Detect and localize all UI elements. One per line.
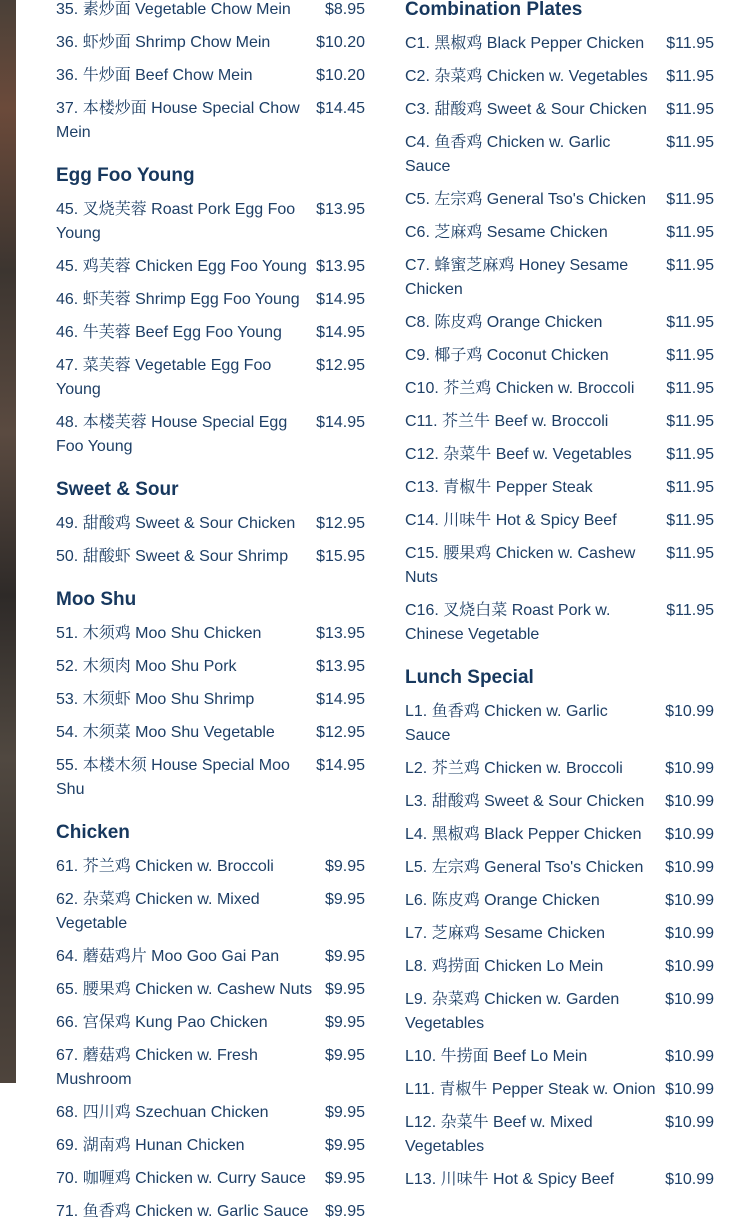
menu-item-price: $14.95 (316, 691, 365, 708)
menu-item-name: L9. 杂菜鸡 Chicken w. Garden Vegetables (405, 991, 620, 1032)
menu-item-price: $9.95 (324, 1104, 365, 1121)
menu-item-name: 46. 虾芙蓉 Shrimp Egg Foo Young (56, 291, 300, 308)
menu-item-name: C8. 陈皮鸡 Orange Chicken (405, 314, 603, 331)
menu-item-name: 66. 宫保鸡 Kung Pao Chicken (56, 1014, 268, 1031)
menu-item[interactable] (56, 93, 365, 150)
menu-item-price: $13.95 (316, 258, 365, 275)
menu-item[interactable] (56, 651, 365, 684)
menu-item-name: 50. 甜酸虾 Sweet & Sour Shrimp (56, 548, 289, 565)
menu-item[interactable] (405, 696, 714, 753)
menu-item-name: C11. 芥兰牛 Beef w. Broccoli (405, 413, 609, 430)
menu-item-price: $11.95 (666, 257, 714, 274)
menu-item[interactable] (405, 217, 714, 250)
menu-item[interactable] (405, 538, 714, 595)
menu-item-name: 37. 本楼炒面 House Special Chow Mein (56, 100, 300, 141)
menu-item[interactable] (56, 1196, 365, 1229)
menu-item-name: L8. 鸡捞面 Chicken Lo Mein (405, 958, 604, 975)
menu-item-price: $11.95 (666, 101, 714, 118)
menu-item-price: $8.95 (324, 1, 365, 18)
menu-item[interactable] (405, 340, 714, 373)
menu-item[interactable] (56, 350, 365, 407)
menu-item-name: 52. 木须肉 Moo Shu Pork (56, 658, 237, 675)
menu-item-price: $10.99 (665, 793, 714, 810)
menu-item-price: $11.95 (666, 545, 714, 562)
menu-item[interactable] (405, 1164, 714, 1197)
menu-item[interactable] (405, 472, 714, 505)
menu-item[interactable] (405, 1107, 714, 1164)
right-menu-column (405, 0, 714, 1197)
menu-item-price: $14.95 (316, 324, 365, 341)
menu-item[interactable] (56, 1007, 365, 1040)
menu-item-name: 54. 木须菜 Moo Shu Vegetable (56, 724, 275, 741)
menu-item-name: C12. 杂菜牛 Beef w. Vegetables (405, 446, 632, 463)
menu-item-price: $10.99 (665, 1081, 714, 1098)
menu-item-price: $14.95 (316, 291, 365, 308)
menu-item-price: $11.95 (666, 602, 714, 619)
menu-item[interactable] (405, 406, 714, 439)
menu-item[interactable] (405, 373, 714, 406)
menu-item-name: 62. 杂菜鸡 Chicken w. Mixed Vegetable (56, 891, 260, 932)
menu-item[interactable] (56, 884, 365, 941)
menu-item-name: C3. 甜酸鸡 Sweet & Sour Chicken (405, 101, 647, 118)
menu-item-name: 47. 菜芙蓉 Vegetable Egg Foo Young (56, 357, 272, 398)
menu-item-name: C5. 左宗鸡 General Tso's Chicken (405, 191, 647, 208)
menu-item[interactable] (405, 439, 714, 472)
menu-item-name: L4. 黑椒鸡 Black Pepper Chicken (405, 826, 642, 843)
menu-item-price: $10.99 (665, 703, 714, 720)
menu-item[interactable] (405, 250, 714, 307)
menu-item-name: 51. 木须鸡 Moo Shu Chicken (56, 625, 262, 642)
menu-item[interactable] (405, 505, 714, 538)
menu-item-name: L10. 牛捞面 Beef Lo Mein (405, 1048, 588, 1065)
menu-item-price: $11.95 (666, 347, 714, 364)
menu-item-price: $10.99 (665, 859, 714, 876)
menu-item-name: L12. 杂菜牛 Beef w. Mixed Vegetables (405, 1114, 593, 1155)
menu-item-price: $10.99 (665, 892, 714, 909)
menu-item-price: $12.95 (316, 515, 365, 532)
menu-item[interactable] (405, 307, 714, 340)
category-heading-combination-plates: Combination Plates (405, 0, 583, 20)
menu-item-price: $11.95 (666, 68, 714, 85)
menu-item-price: $11.95 (666, 380, 714, 397)
menu-item[interactable] (56, 317, 365, 350)
menu-item-name: L2. 芥兰鸡 Chicken w. Broccoli (405, 760, 623, 777)
menu-item[interactable] (405, 819, 714, 852)
menu-item[interactable] (405, 984, 714, 1041)
category-heading-chicken: Chicken (56, 822, 130, 843)
menu-item-name: 69. 湖南鸡 Hunan Chicken (56, 1137, 245, 1154)
menu-item-price: $10.20 (316, 67, 365, 84)
menu-item-price: $14.95 (316, 757, 365, 774)
menu-item[interactable] (405, 61, 714, 94)
menu-item-name: C4. 鱼香鸡 Chicken w. Garlic Sauce (405, 134, 611, 175)
menu-item-price: $15.95 (316, 548, 365, 565)
menu-item-price: $11.95 (666, 35, 714, 52)
background-photo-strip (0, 0, 16, 1083)
menu-item-name: 49. 甜酸鸡 Sweet & Sour Chicken (56, 515, 296, 532)
category-heading-moo-shu: Moo Shu (56, 589, 137, 610)
menu-item-price: $10.99 (665, 925, 714, 942)
menu-item-name: L7. 芝麻鸡 Sesame Chicken (405, 925, 606, 942)
menu-item[interactable] (405, 852, 714, 885)
menu-item-price: $10.99 (665, 760, 714, 777)
menu-item[interactable] (405, 184, 714, 217)
menu-item[interactable] (56, 194, 365, 251)
menu-item-price: $9.95 (324, 948, 365, 965)
menu-item-price: $9.95 (324, 891, 365, 908)
menu-item-name: L11. 青椒牛 Pepper Steak w. Onion (405, 1081, 656, 1098)
menu-item[interactable] (405, 786, 714, 819)
menu-item-name: C15. 腰果鸡 Chicken w. Cashew Nuts (405, 545, 636, 586)
menu-item-price: $9.95 (324, 1203, 365, 1220)
menu-item-price: $9.95 (324, 981, 365, 998)
menu-item-price: $14.95 (316, 414, 365, 431)
menu-item[interactable] (405, 94, 714, 127)
menu-item-name: 53. 木须虾 Moo Shu Shrimp (56, 691, 255, 708)
menu-item-name: C10. 芥兰鸡 Chicken w. Broccoli (405, 380, 635, 397)
menu-item[interactable] (56, 407, 365, 464)
menu-item-name: 45. 叉烧芙蓉 Roast Pork Egg Foo Young (56, 201, 296, 242)
menu-item-name: 61. 芥兰鸡 Chicken w. Broccoli (56, 858, 274, 875)
menu-item[interactable] (405, 951, 714, 984)
menu-item-price: $13.95 (316, 201, 365, 218)
menu-item-price: $14.45 (316, 100, 365, 117)
menu-item-name: 64. 蘑菇鸡片 Moo Goo Gai Pan (56, 948, 280, 965)
menu-item-price: $10.99 (665, 991, 714, 1008)
menu-item[interactable] (56, 684, 365, 717)
menu-item-price: $10.20 (316, 34, 365, 51)
menu-item-name: C9. 椰子鸡 Coconut Chicken (405, 347, 609, 364)
menu-item-name: 35. 素炒面 Vegetable Chow Mein (56, 1, 291, 18)
menu-item-price: $11.95 (666, 191, 714, 208)
menu-item-price: $11.95 (666, 512, 714, 529)
menu-item-name: 46. 牛芙蓉 Beef Egg Foo Young (56, 324, 282, 341)
category-heading-egg-foo-young: Egg Foo Young (56, 165, 195, 186)
category-heading-sweet-sour: Sweet & Sour (56, 479, 179, 500)
menu-item[interactable] (56, 541, 365, 574)
menu-item-price: $11.95 (666, 134, 714, 151)
menu-item[interactable] (56, 750, 365, 807)
menu-item-name: C13. 青椒牛 Pepper Steak (405, 479, 593, 496)
menu-item[interactable] (56, 618, 365, 651)
menu-item-price: $9.95 (324, 858, 365, 875)
menu-item[interactable] (405, 1041, 714, 1074)
menu-item-name: 55. 本楼木须 House Special Moo Shu (56, 757, 290, 798)
menu-item-name: C7. 蜂蜜芝麻鸡 Honey Sesame Chicken (405, 257, 629, 298)
menu-item[interactable] (56, 60, 365, 93)
menu-item-price: $10.99 (665, 1048, 714, 1065)
menu-item-price: $10.99 (665, 826, 714, 843)
menu-item[interactable] (56, 1163, 365, 1196)
menu-item-name: L5. 左宗鸡 General Tso's Chicken (405, 859, 644, 876)
menu-item[interactable] (405, 885, 714, 918)
menu-item[interactable] (405, 127, 714, 184)
menu-item-name: L1. 鱼香鸡 Chicken w. Garlic Sauce (405, 703, 608, 744)
menu-item[interactable] (405, 918, 714, 951)
menu-item[interactable] (405, 595, 714, 652)
menu-item-price: $11.95 (666, 413, 714, 430)
menu-item[interactable] (56, 251, 365, 284)
menu-item[interactable] (405, 753, 714, 786)
menu-item-price: $10.99 (665, 1171, 714, 1188)
menu-item-name: C6. 芝麻鸡 Sesame Chicken (405, 224, 608, 241)
menu-item-price: $13.95 (316, 625, 365, 642)
menu-item-price: $11.95 (666, 479, 714, 496)
menu-item-price: $10.99 (665, 1114, 714, 1131)
menu-item-price: $9.95 (324, 1137, 365, 1154)
menu-item-name: 70. 咖喱鸡 Chicken w. Curry Sauce (56, 1170, 306, 1187)
menu-item[interactable] (56, 1097, 365, 1130)
left-menu-column (56, 0, 365, 1229)
menu-item-name: 68. 四川鸡 Szechuan Chicken (56, 1104, 269, 1121)
menu-item[interactable] (405, 28, 714, 61)
menu-item-name: L13. 川味牛 Hot & Spicy Beef (405, 1171, 614, 1188)
menu-item[interactable] (56, 941, 365, 974)
menu-item-price: $11.95 (666, 224, 714, 241)
menu-item-price: $9.95 (324, 1014, 365, 1031)
menu-item-name: C16. 叉烧白菜 Roast Pork w. Chinese Vegetable (405, 602, 611, 643)
menu-item[interactable] (56, 974, 365, 1007)
menu-item-name: 71. 鱼香鸡 Chicken w. Garlic Sauce (56, 1203, 309, 1220)
menu-item-name: 36. 虾炒面 Shrimp Chow Mein (56, 34, 271, 51)
category-heading-lunch-special: Lunch Special (405, 667, 534, 688)
menu-item-name: C2. 杂菜鸡 Chicken w. Vegetables (405, 68, 648, 85)
menu-item-name: L6. 陈皮鸡 Orange Chicken (405, 892, 600, 909)
menu-item-name: 36. 牛炒面 Beef Chow Mein (56, 67, 253, 84)
menu-item-price: $10.99 (665, 958, 714, 975)
menu-item-price: $11.95 (666, 314, 714, 331)
menu-item[interactable] (56, 284, 365, 317)
menu-item[interactable] (56, 0, 365, 27)
menu-item[interactable] (56, 851, 365, 884)
menu-item-name: 45. 鸡芙蓉 Chicken Egg Foo Young (56, 258, 307, 275)
menu-item[interactable] (405, 1074, 714, 1107)
menu-item-price: $9.95 (324, 1047, 365, 1064)
menu-item-name: 65. 腰果鸡 Chicken w. Cashew Nuts (56, 981, 313, 998)
menu-item-price: $11.95 (666, 446, 714, 463)
menu-item[interactable] (56, 1130, 365, 1163)
menu-item[interactable] (56, 717, 365, 750)
menu-item-name: C1. 黑椒鸡 Black Pepper Chicken (405, 35, 645, 52)
menu-item[interactable] (56, 27, 365, 60)
menu-item[interactable] (56, 1040, 365, 1097)
menu-item-name: 67. 蘑菇鸡 Chicken w. Fresh Mushroom (56, 1047, 258, 1088)
menu-item-name: 48. 本楼芙蓉 House Special Egg Foo Young (56, 414, 288, 455)
menu-item[interactable] (56, 508, 365, 541)
menu-item-price: $12.95 (316, 724, 365, 741)
menu-item-price: $13.95 (316, 658, 365, 675)
menu-item-price: $9.95 (324, 1170, 365, 1187)
menu-item-price: $12.95 (316, 357, 365, 374)
menu-item-name: C14. 川味牛 Hot & Spicy Beef (405, 512, 617, 529)
menu-item-name: L3. 甜酸鸡 Sweet & Sour Chicken (405, 793, 645, 810)
